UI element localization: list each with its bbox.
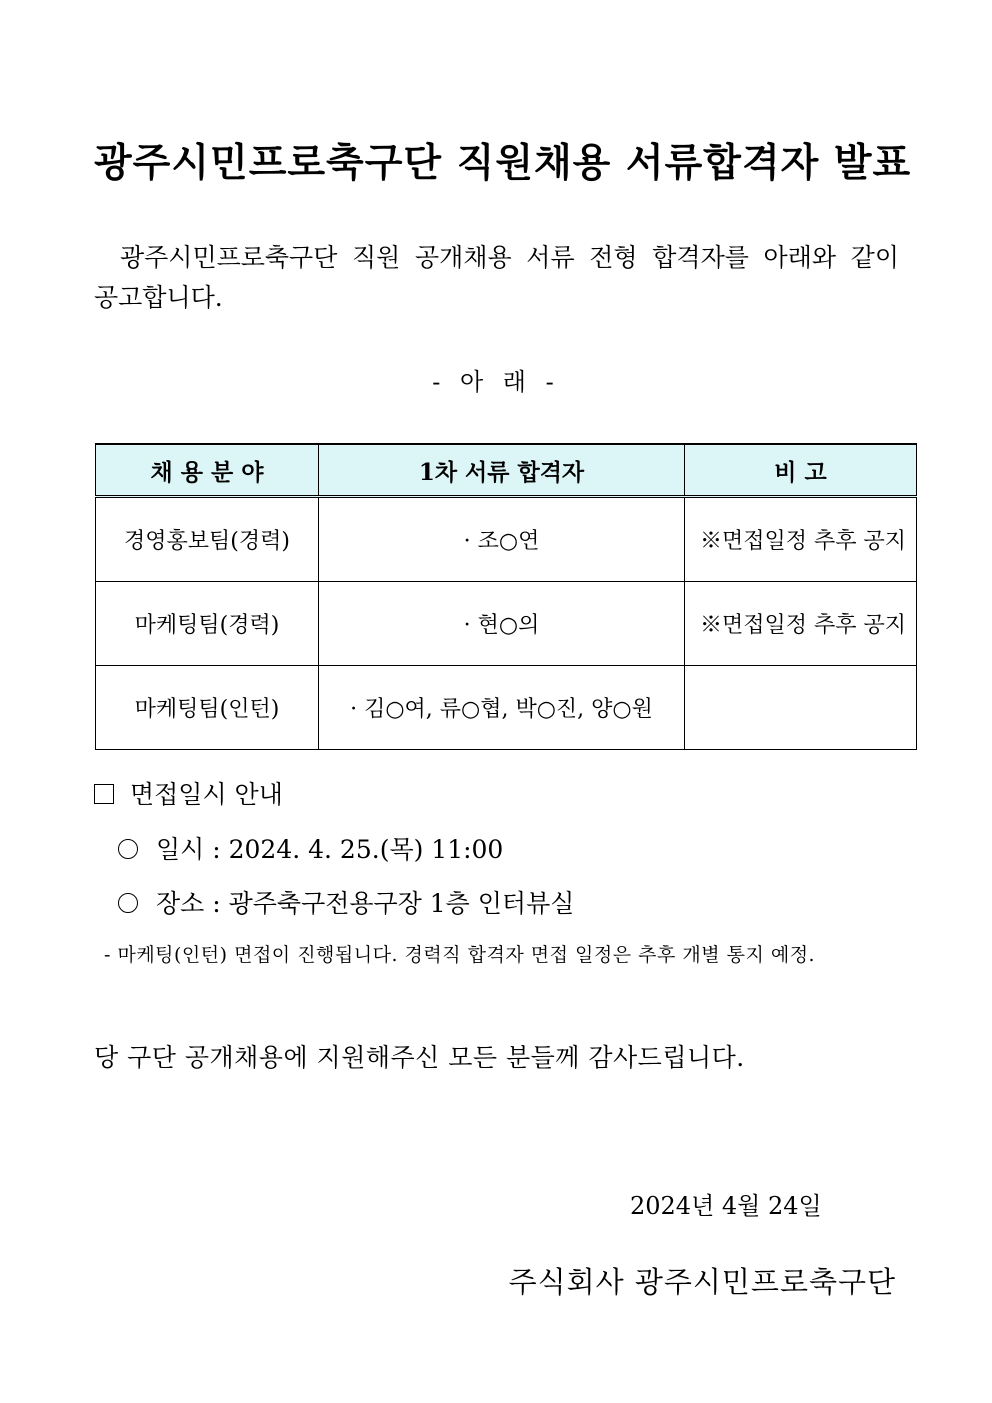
page-title: 광주시민프로축구단 직원채용 서류합격자 발표: [94, 141, 912, 186]
cell-field: 마케팅팀(인턴): [96, 666, 319, 750]
header-remark: 비 고: [685, 444, 917, 497]
cell-remark: [685, 666, 917, 750]
square-bullet-icon: [94, 784, 114, 804]
circle-bullet-icon: [118, 839, 138, 859]
table-row: [96, 666, 917, 750]
interview-heading: [94, 775, 283, 811]
table-header-row: [96, 444, 917, 497]
cell-passers: · 현○의: [319, 582, 685, 666]
interview-datetime-text: 일시 : 2024. 4. 25.(목) 11:00: [156, 835, 504, 864]
cell-passers: · 조○연: [319, 497, 685, 582]
cell-remark: ※면접일정 추후 공지: [685, 497, 917, 582]
cell-field: 마케팅팀(경력): [96, 582, 319, 666]
header-field: 채 용 분 야: [96, 444, 319, 497]
intro-line-1: 광주시민프로축구단 직원 공개채용 서류 전형 합격자를 아래와 같이: [120, 243, 899, 272]
interview-datetime: [118, 830, 503, 866]
header-passers: 1차 서류 합격자: [319, 444, 685, 497]
intro-line-2: 공고합니다.: [94, 283, 223, 312]
table-row: [96, 497, 917, 582]
interview-place-text: 장소 : 광주축구전용구장 1층 인터뷰실: [156, 889, 575, 918]
table-row: [96, 582, 917, 666]
company-name: 주식회사 광주시민프로축구단: [508, 1265, 896, 1299]
thanks-text: 당 구단 공개채용에 지원해주신 모든 분들께 감사드립니다.: [94, 1043, 745, 1072]
below-label: - 아 래 -: [432, 368, 560, 396]
announcement-date: 2024년 4월 24일: [630, 1192, 822, 1220]
cell-remark: ※면접일정 추후 공지: [685, 582, 917, 666]
interview-note: - 마케팅(인턴) 면접이 진행됩니다. 경력직 합격자 면접 일정은 추후 개별 통지 예정.: [104, 944, 816, 966]
intro-paragraph: [94, 238, 899, 318]
results-table: [95, 443, 917, 750]
cell-passers: · 김○여, 류○협, 박○진, 양○원: [319, 666, 685, 750]
interview-heading-text: 면접일시 안내: [130, 780, 283, 809]
interview-place: [118, 884, 574, 920]
cell-field: 경영홍보팀(경력): [96, 497, 319, 582]
circle-bullet-icon: [118, 893, 138, 913]
